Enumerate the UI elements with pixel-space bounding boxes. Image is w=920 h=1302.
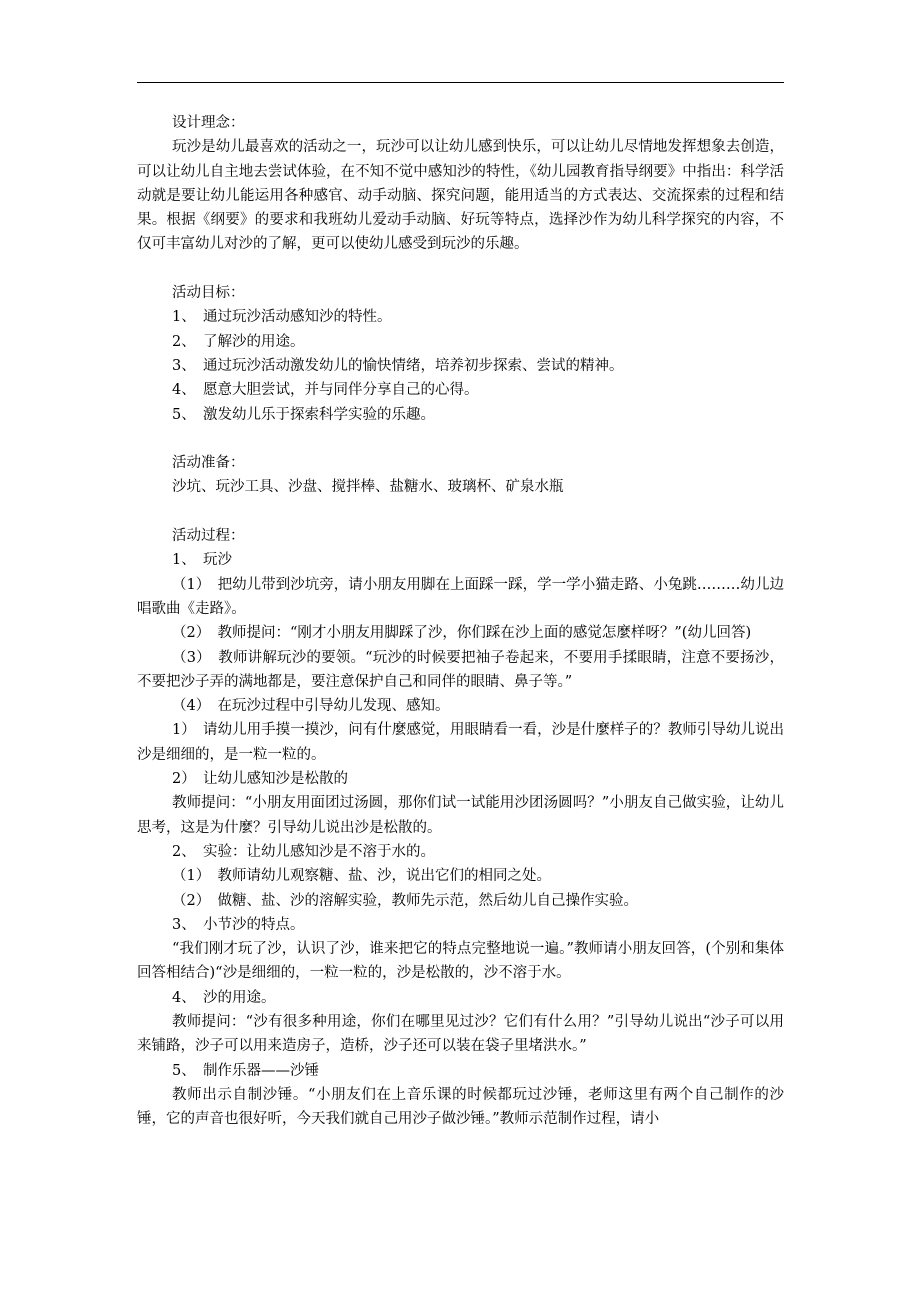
process-step: 3、 小节沙的特点。 bbox=[172, 916, 305, 933]
header-rule bbox=[137, 82, 784, 83]
goal-item: 4、 愿意大胆尝试，并与同伴分享自己的心得。 bbox=[172, 382, 479, 399]
prep-heading: 活动准备： bbox=[172, 455, 245, 472]
process-substep: （2） 做糖、盐、沙的溶解实验，教师先示范，然后幼儿自己操作实验。 bbox=[172, 892, 638, 909]
process-substep: 1） 请幼儿用手摸一摸沙，问有什麼感觉，用眼睛看一看，沙是什麼样子的？教师引导幼儿说出沙是细细的，是一粒一粒的。 bbox=[137, 722, 784, 763]
process-text: 教师提问：“小朋友用面团过汤圆，那你们试一试能用沙团汤圆吗？”小朋友自己做实验，让幼儿思考，这是为什麼？引导幼儿说出沙是松散的。 bbox=[137, 795, 784, 836]
spacer bbox=[137, 427, 784, 451]
process-substep: （2） 教师提问：“刚才小朋友用脚踩了沙，你们踩在沙上面的感觉怎麼样呀？”(幼儿回答) bbox=[172, 625, 752, 642]
process-substep: （1） 把幼儿带到沙坑旁，请小朋友用脚在上面踩一踩，学一学小猫走路、小兔跳………幼儿边唱歌曲《走路》。 bbox=[137, 576, 784, 617]
process-heading: 活动过程： bbox=[172, 528, 245, 545]
document-body bbox=[137, 111, 784, 1131]
process-text: 教师提问：“沙有很多种用途，你们在哪里见过沙？它们有什么用？”引导幼儿说出“沙子可以用来铺路，沙子可以用来造房子，造桥，沙子还可以装在袋子里堵洪水。” bbox=[137, 1013, 784, 1055]
design-paragraph: 玩沙是幼儿最喜欢的活动之一，玩沙可以让幼儿感到快乐，可以让幼儿尽情地发挥想象去创造，可以让幼儿自主地去尝试体验，在不知不觉中感知沙的特性，《幼儿园教育指导纲要》中指出：科学活动就是要让幼儿能运用各种感官、动手动脑、探究问题，能用适当的方式表达、交流探索的过程和结果。根据《纲要》的要求和我班幼儿爱动手动脑、好玩等特点，选择沙作为幼儿科学探究的内容，不仅可丰富幼儿对沙的了解，更可以使幼儿感受到玩沙的乐趣。 bbox=[137, 139, 784, 253]
goal-item: 2、 了解沙的用途。 bbox=[172, 333, 305, 350]
process-step: 2、 实验：让幼儿感知沙是不溶于水的。 bbox=[172, 843, 435, 860]
goals-heading: 活动目标： bbox=[172, 285, 245, 302]
process-text: “我们刚才玩了沙，认识了沙，谁来把它的特点完整地说一遍。”教师请小朋友回答，(个别和集体回答相结合)“沙是细细的，一粒一粒的，沙是松散的，沙不溶于水。 bbox=[137, 941, 784, 982]
process-step: 5、 制作乐器——沙锤 bbox=[172, 1062, 319, 1079]
process-text: 教师出示自制沙锤。“小朋友们在上音乐课的时候都玩过沙锤，老师这里有两个自己制作的沙锤，它的声音也很好听，今天我们就自己用沙子做沙锤。”教师示范制作过程，请小 bbox=[137, 1086, 784, 1128]
process-substep: （3） 教师讲解玩沙的要领。“玩沙的时候要把袖子卷起来，不要用手揉眼睛，注意不要扬沙，不要把沙子弄的满地都是，要注意保护自己和同伴的眼睛、鼻子等。” bbox=[137, 649, 784, 690]
goal-item: 1、 通过玩沙活动感知沙的特性。 bbox=[172, 309, 392, 326]
goal-item: 5、 激发幼儿乐于探索科学实验的乐趣。 bbox=[172, 406, 435, 423]
process-substep: （4） 在玩沙过程中引导幼儿发现、感知。 bbox=[172, 698, 450, 715]
process-substep: 2） 让幼儿感知沙是松散的 bbox=[172, 771, 348, 788]
spacer bbox=[137, 257, 784, 281]
spacer bbox=[137, 500, 784, 524]
process-step: 1、 玩沙 bbox=[172, 552, 232, 569]
goal-item: 3、 通过玩沙活动激发幼儿的愉快情绪，培养初步探索、尝试的精神。 bbox=[172, 357, 624, 374]
process-step: 4、 沙的用途。 bbox=[172, 989, 276, 1006]
design-heading: 设计理念： bbox=[172, 115, 245, 131]
prep-materials: 沙坑、玩沙工具、沙盘、搅拌棒、盐糖水、玻璃杯、矿泉水瓶 bbox=[172, 479, 564, 496]
process-substep: （1） 教师请幼儿观察糖、盐、沙，说出它们的相同之处。 bbox=[172, 868, 551, 885]
